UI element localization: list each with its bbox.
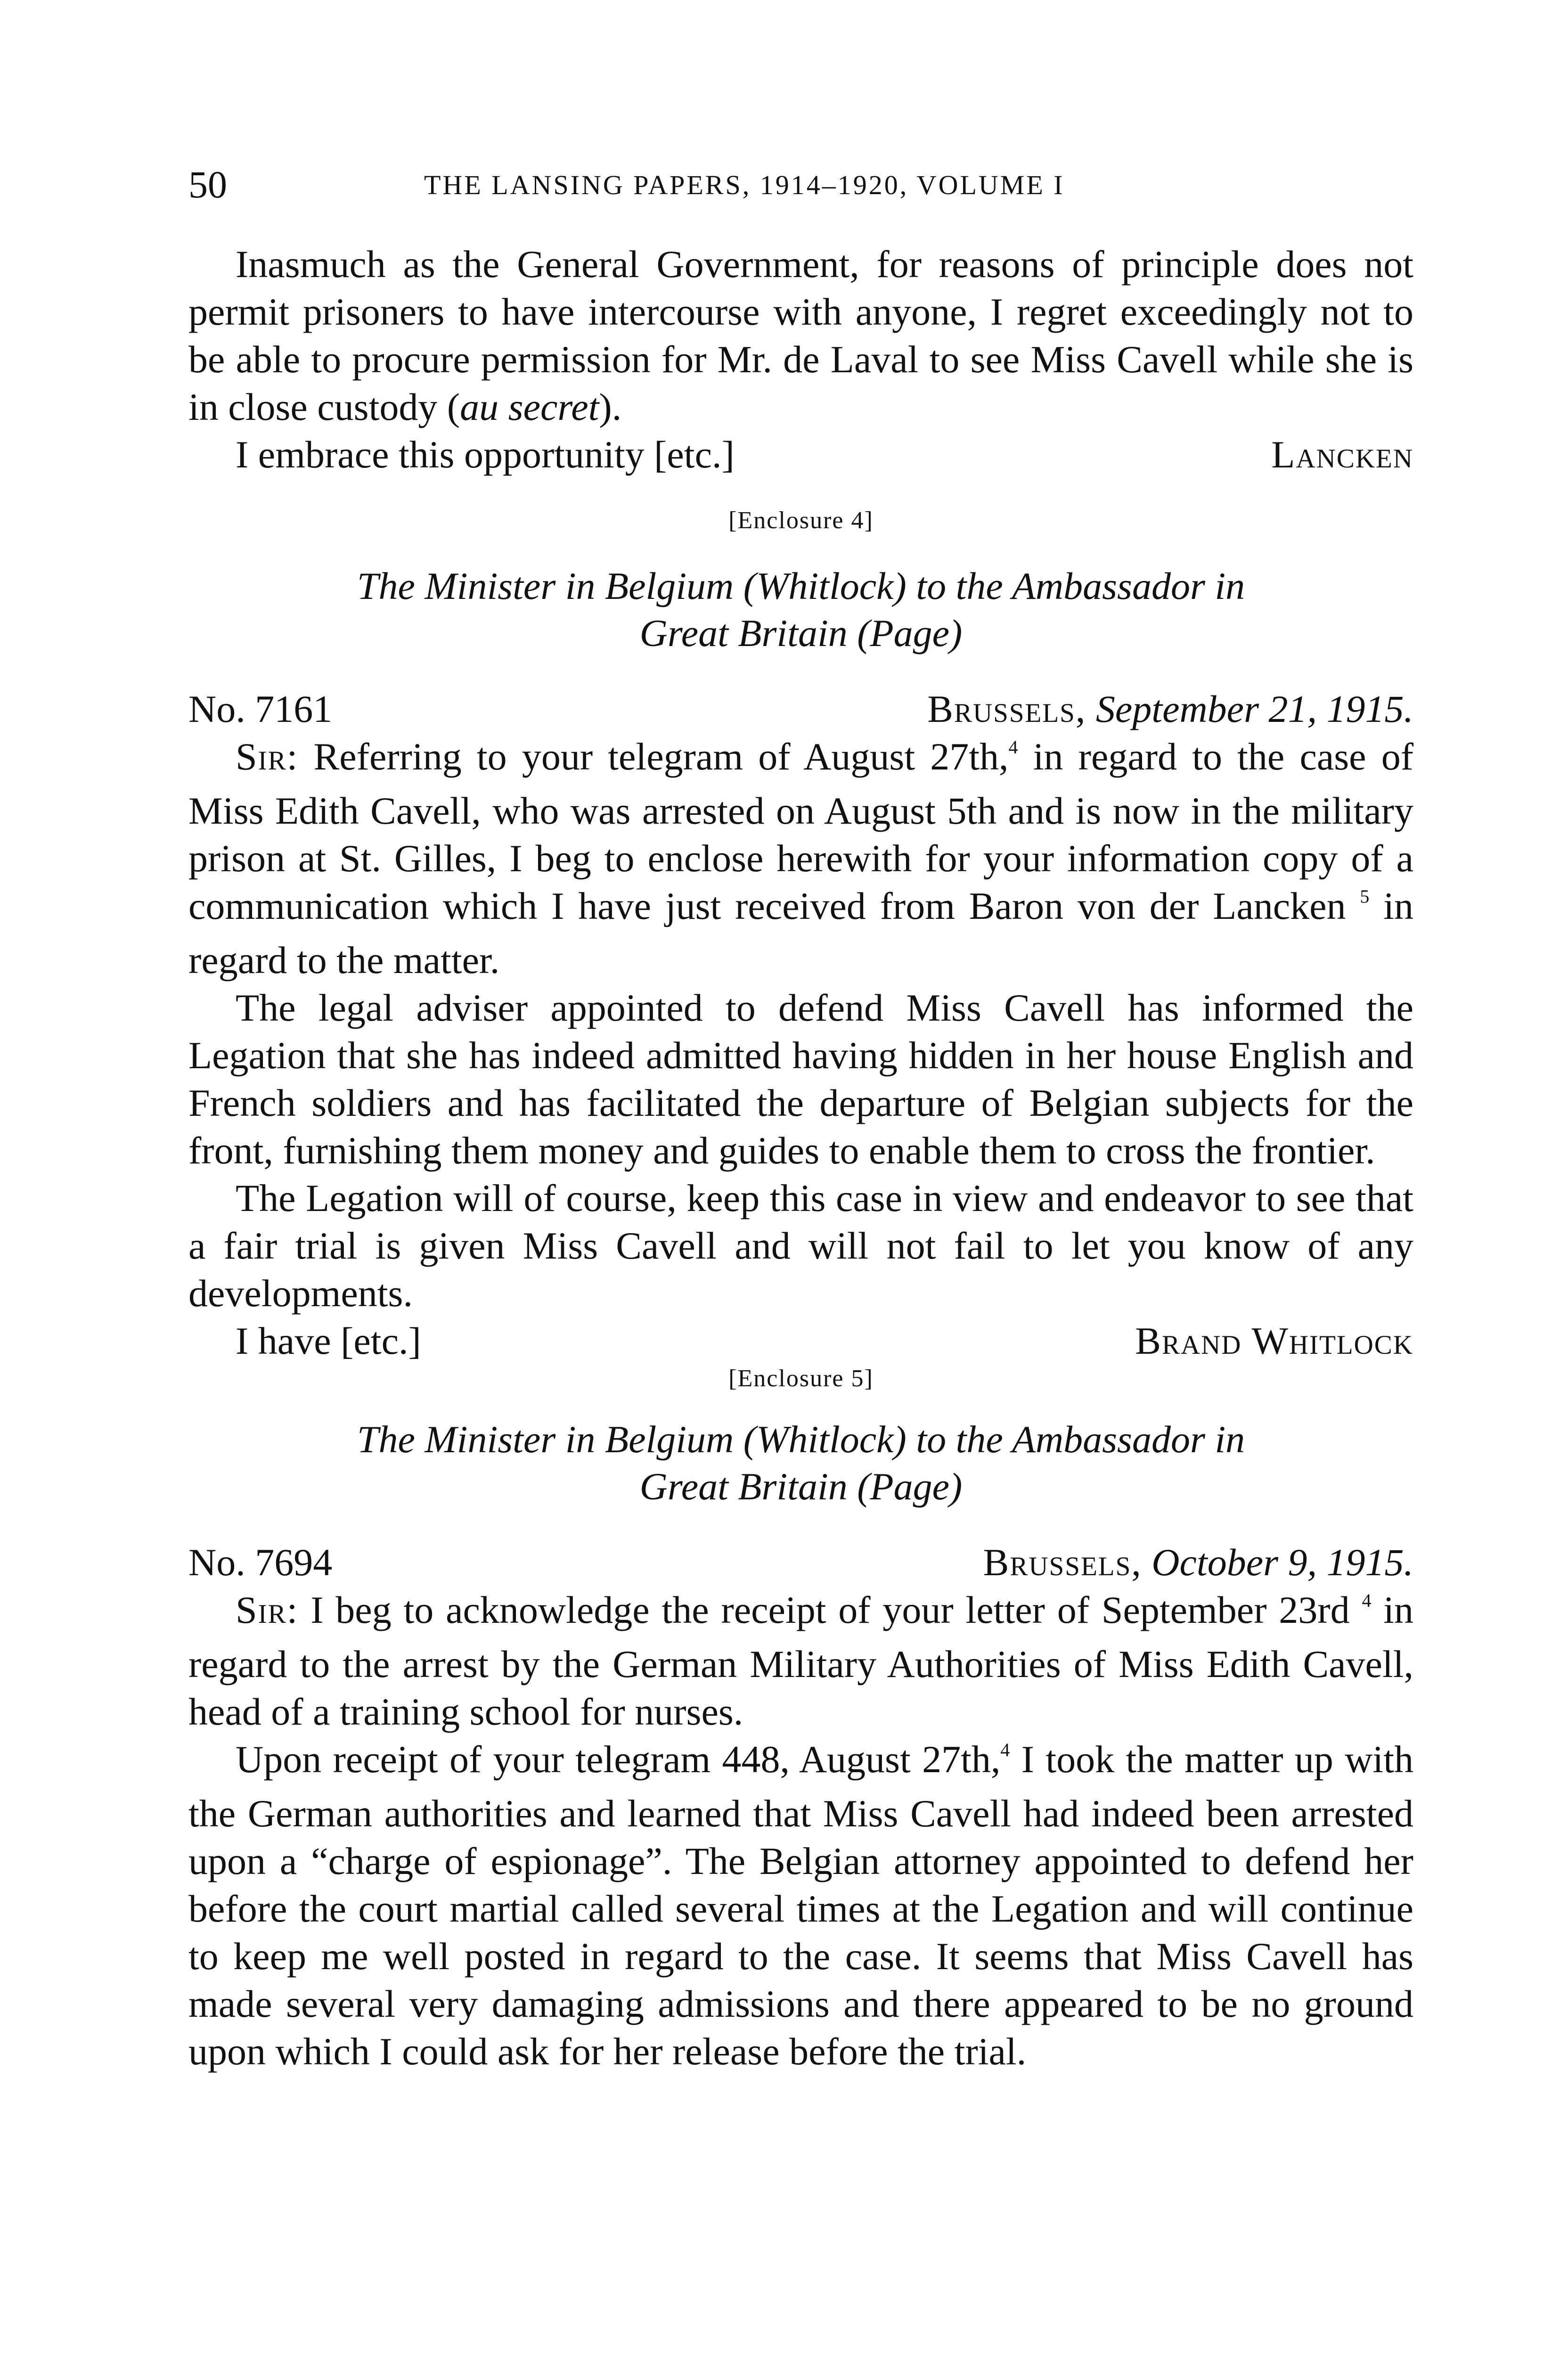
- page-header: [188, 163, 1413, 214]
- signature-lancken: Lancken: [1271, 433, 1413, 476]
- closing-text: I embrace this opportunity [etc.]: [236, 433, 735, 476]
- signature-whitlock: Brand Whitlock: [1135, 1319, 1413, 1362]
- page-number: 50: [188, 163, 227, 206]
- enclosure-5-label: [Enclosure 5]: [728, 1365, 874, 1392]
- enclosure-5-paragraph-2: Upon receipt of your telegram 448, August 27th,$^4$ I took the matter up with the German authorities and learned that Miss Cavell had indeed been arrested upon a “charge of espionage”. The Belgian attorney appointed to defend her before the court martial called several times at the Legation and will continue to keep me well posted in regard to the case. It seems that Miss Cavell has made several very damaging admissions and there appeared to be no ground upon which I could ask for her release before the trial.: [188, 1738, 1413, 2073]
- enclosure-4-paragraph-1: Sir: Referring to your telegram of August 27th,$^4$ in regard to the case of Miss Edith Cavell, who was arrested on August 5th and is now in the military prison at St. Gilles, I beg to enclose herewith for your information copy of a communication which I have just received from Baron von der Lancken $^5$ in regard to the matter.: [188, 735, 1414, 982]
- au-secret-phrase: au secret: [460, 385, 599, 428]
- despatch-date: Brussels, September 21, 1915.: [927, 687, 1413, 730]
- closing-text: I have [etc.]: [236, 1319, 421, 1362]
- despatch-date: Brussels, October 9, 1915.: [983, 1541, 1413, 1584]
- despatch-number: No. 7161: [188, 687, 333, 730]
- closing-lancken: [188, 431, 1413, 478]
- running-head: THE LANSING PAPERS, 1914–1920, VOLUME I: [424, 170, 1065, 200]
- enclosure-4-label: [Enclosure 4]: [728, 507, 874, 534]
- enclosure-5-paragraph-1: Sir: I beg to acknowledge the receipt of your letter of September 23rd $^4$ in regard to the arrest by the German Military Authorities of Miss Edith Cavell, head of a training school for nurses.: [188, 1588, 1414, 1733]
- enclosure-4-paragraph-2: The legal adviser appointed to defend Miss Cavell has informed the Legation that she has indeed admitted having hidden in her house English and French soldiers and has facilitated the departure of Belgian subjects for the front, furnishing them money and guides to enable them to cross the frontier.: [188, 986, 1413, 1172]
- enclosure-4-paragraph-3: The Legation will of course, keep this case in view and endeavor to see that a fair trial is given Miss Cavell and will not fail to let you know of any developments.: [188, 1177, 1413, 1315]
- despatch-number: No. 7694: [188, 1541, 333, 1584]
- enclosure-4-title: The Minister in Belgium (Whitlock) to the Ambassador in Great Britain (Page): [357, 564, 1245, 654]
- enclosure-5-title: The Minister in Belgium (Whitlock) to the Ambassador in Great Britain (Page): [357, 1418, 1245, 1508]
- enclosure-4-dateline: [188, 685, 1413, 733]
- continuation-paragraph: Inasmuch as the General Government, for reasons of principle does not permit prisoners to have intercourse with anyone, I regret exceedingly not to be able to procure permission for Mr. de Laval to see Miss Cavell while she is in close custody (au secret).: [188, 243, 1413, 428]
- enclosure-5-dateline: [188, 1538, 1413, 1586]
- page-body: [188, 240, 1413, 2075]
- closing-whitlock: [188, 1317, 1413, 1365]
